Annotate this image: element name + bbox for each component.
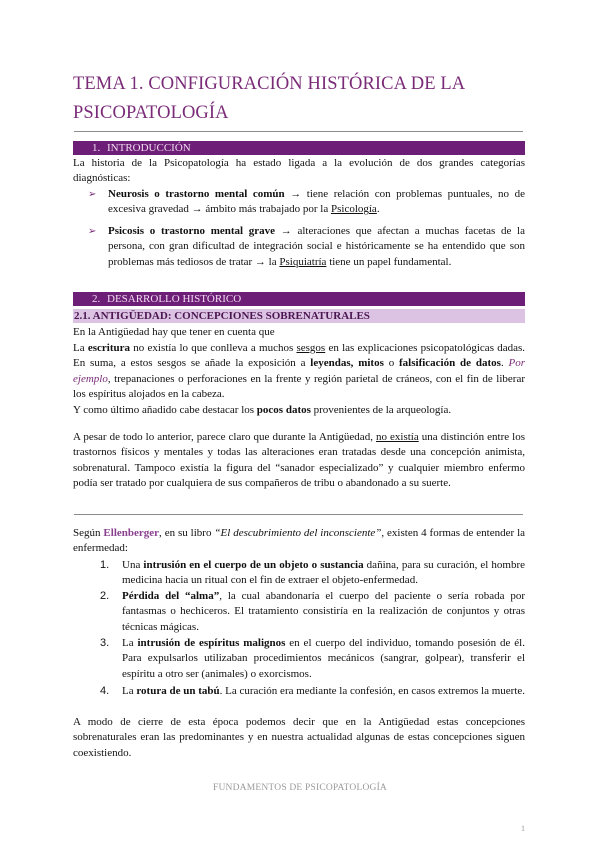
subsection-heading-antiguedad: 2.1. ANTIGÜEDAD: CONCEPCIONES SOBRENATURALES bbox=[73, 309, 525, 323]
paragraph-distincion: A pesar de todo lo anterior, parece claro que durante la Antigüedad, no existía una distinción entre los trastornos físicos y mentales y todas las alteraciones eran tratadas desde una concepción animista, sobrenatural. Tampoco existía la figura del “sanador especializado” y cualquier miembro enfermo podía ser tratado por cualquiera de sus compañeros de tribu o abandonado a su suerte. bbox=[73, 431, 526, 489]
section-heading-desarrollo: 2. DESARROLLO HISTÓRICO bbox=[73, 292, 525, 306]
paragraph-divider bbox=[74, 514, 523, 515]
intro-paragraph: La historia de la Psicopatología ha estado ligada a la evolución de dos grandes categorías diagnósticas: bbox=[73, 157, 525, 185]
paragraph-escritura: La escritura no existía lo que conlleva a muchos sesgos en las explicaciones psicopatológicas dadas. En suma, a estos sesgos se añade la exposición a leyendas, mitos o falsificación de datos. Por ejemplo, trepanaciones o perforaciones en la frente y región parietal de cráneos, con el fin de liberar los espíritus alojados en la cabeza. bbox=[73, 342, 526, 400]
paragraph-cierre: A modo de cierre de esta época podemos decir que en la Antigüedad estas concepciones sobrenaturales eran las predominantes y en nuestra actualidad algunas de estas concepciones siguen coexistiendo. bbox=[73, 716, 525, 759]
arrow-bullet-icon: ➢ bbox=[88, 189, 97, 200]
page-footer: FUNDAMENTOS DE PSICOPATOLOGÍA bbox=[212, 783, 387, 793]
paragraph-arqueologia: Y como último añadido cabe destacar los pocos datos provenientes de la arqueología. bbox=[73, 404, 452, 416]
list-number: 1. bbox=[100, 559, 110, 571]
list-item: Una intrusión en el cuerpo de un objeto o sustancia dañina, para su curación, el hombre medicina hacia un ritual con el fin de extraer el objeto-enfermedad. bbox=[122, 559, 526, 587]
paragraph-antiguedad-intro: En la Antigüedad hay que tener en cuenta que bbox=[73, 326, 275, 338]
bullet-psicosis: Psicosis o trastorno mental grave → alteraciones que afectan a muchas facetas de la persona, con gran dificultad de integración social e históricamente se ha entendido que son problemas más tediosos de tratar → la Psiquiatría tiene un papel fundamental. bbox=[108, 225, 525, 268]
section-heading-introduccion: 1. INTRODUCCIÓN bbox=[73, 141, 525, 155]
list-item: La rotura de un tabú. La curación era mediante la confesión, en casos extremos la muerte. bbox=[122, 685, 526, 697]
title-divider bbox=[74, 131, 523, 132]
list-item: Pérdida del “alma”, la cual abandonaría el cuerpo del paciente o sería robada por fantasmas o hechiceros. El tratamiento consistiría en la realización de conjuntos y otras técnicas mágicas. bbox=[122, 590, 525, 633]
arrow-bullet-icon: ➢ bbox=[88, 226, 97, 237]
list-item: La intrusión de espíritus malignos en el cuerpo del individuo, tomando posesión de él. Para expulsarlos utilizaban procedimientos mecánicos (sangrar, golpear), transferir el espíritu a otro ser (animales) o exorcismos. bbox=[122, 637, 525, 680]
list-number: 3. bbox=[100, 637, 110, 649]
bullet-neurosis: Neurosis o trastorno mental común → tiene relación con problemas puntuales, no de excesiva gravedad → ámbito más trabajado por la Psicología. bbox=[108, 188, 525, 216]
page-number: 1 bbox=[521, 824, 525, 833]
page-title: TEMA 1. CONFIGURACIÓN HISTÓRICA DE LA PSICOPATOLOGÍA bbox=[73, 74, 465, 123]
paragraph-ellenberger: Según Ellenberger, en su libro “El descubrimiento del inconsciente”, existen 4 formas de entender la enfermedad: bbox=[73, 527, 526, 555]
list-number: 4. bbox=[100, 685, 110, 697]
list-number: 2. bbox=[100, 590, 110, 602]
